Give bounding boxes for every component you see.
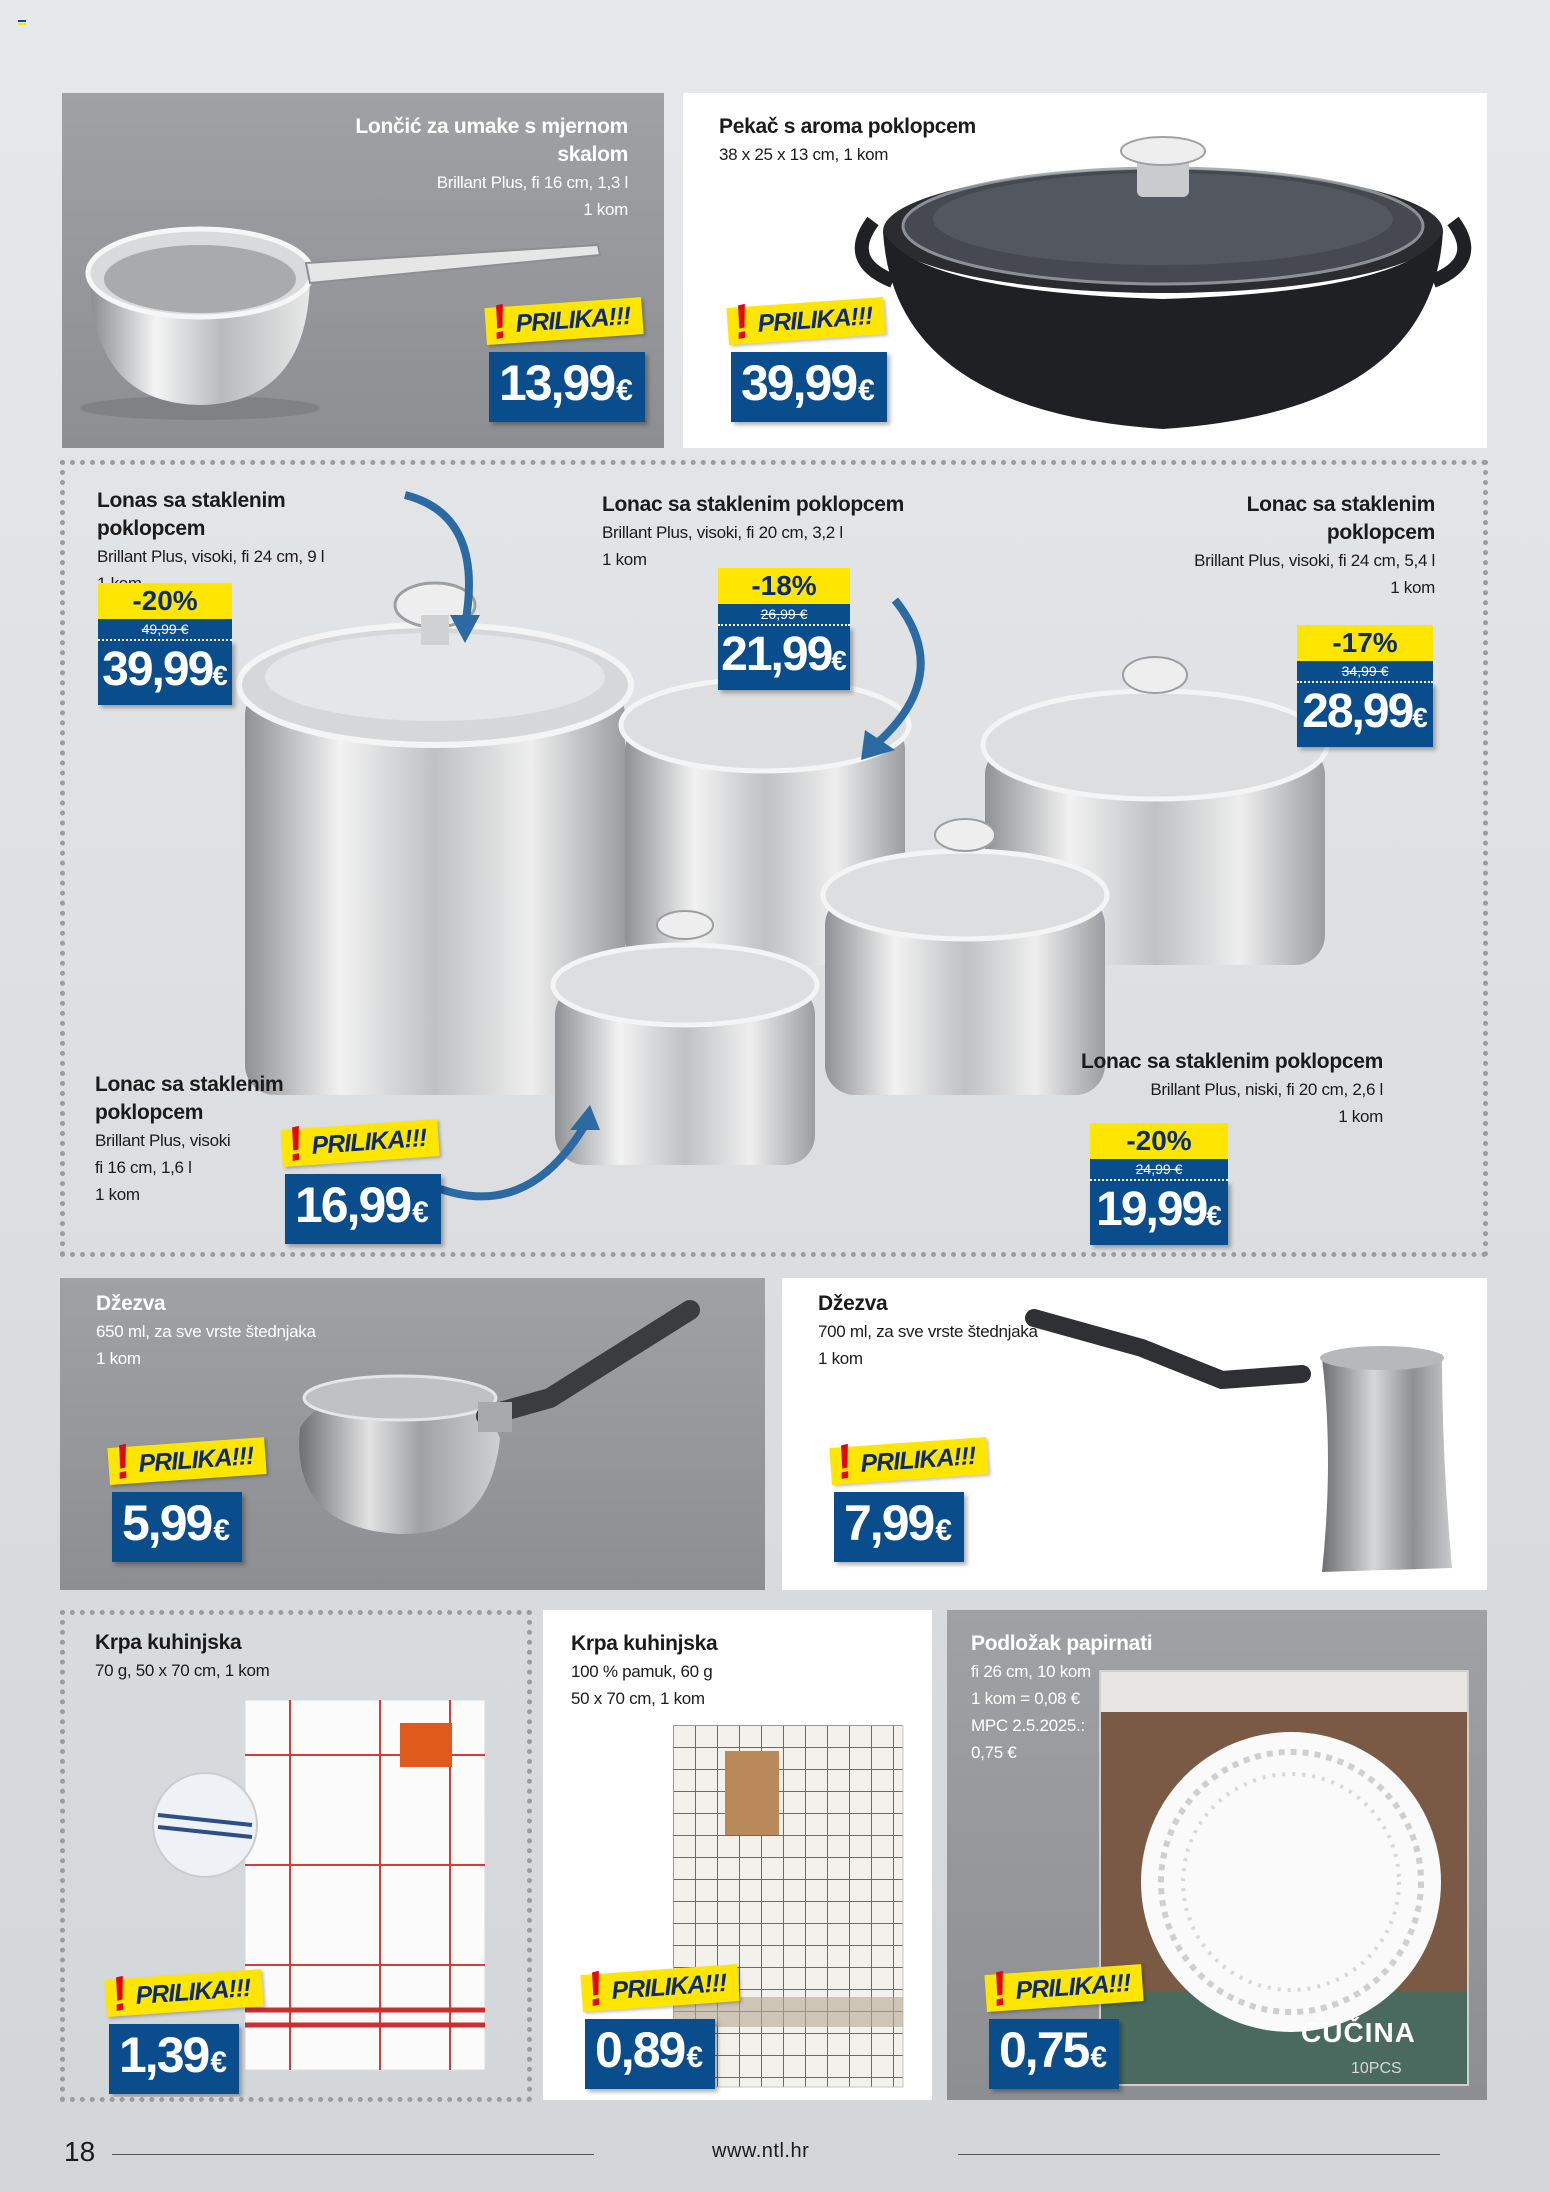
product-info-pot-2-6l [1043,1048,1383,1130]
product-title: Lonac sa staklenim poklopcem [1080,1050,1383,1073]
prilika-badge: ! PRILIKA!!! [104,1969,263,2017]
product-title: Lončić za umake s mjernom skalom [355,115,628,166]
product-qty: 1 kom [583,200,628,219]
price: 16,99€ [285,1174,441,1244]
prilika-badge: ! PRILIKA!!! [829,1437,988,1485]
roaster-image [853,111,1473,441]
product-qty: 1 kom [818,1349,863,1368]
product-desc: 38 x 25 x 13 cm, 1 kom [719,145,889,164]
price: 7,99€ [834,1492,964,1562]
price: 0,75€ [989,2019,1119,2089]
product-panel-dzezva-700 [782,1278,1487,1590]
price: 13,99€ [489,352,645,422]
dzezva-image [1022,1288,1462,1588]
product-title-line: poklopcem [1326,521,1435,544]
price: 28,99€ [1297,683,1433,747]
doily-package-image [1099,1670,1469,2086]
product-desc: Brillant Plus, niski, fi 20 cm, 2,6 l [1150,1080,1383,1099]
arrow-icon [395,485,495,645]
exclamation-icon: ! [282,1117,308,1173]
product-mpc-label: MPC 2.5.2025.: [971,1716,1085,1735]
product-title: Lonas sa staklenim poklopcem [97,489,286,540]
prilika-badge: ! PRILIKA!!! [984,1964,1143,2012]
product-qty: 1 kom [95,1185,140,1204]
prilika-badge: ! PRILIKA!!! [580,1964,739,2012]
product-mpc-value: 0,75 € [971,1743,1017,1762]
price: 21,99€ [718,626,850,690]
product-title: Pekač s aroma poklopcem [719,115,976,138]
product-title: Lonac sa staklenim poklopcem [602,493,905,516]
exclamation-icon: ! [109,1435,135,1491]
product-panel-roaster [683,93,1487,448]
product-info-pot-3-2l [602,491,942,573]
product-desc: fi 26 cm, 10 kom [971,1662,1091,1681]
product-desc: 700 ml, za sve vrste štednjaka [818,1322,1038,1341]
old-price: 34,99 € [1297,661,1433,683]
pack-label: 10PCS [1351,2060,1402,2077]
prilika-badge: ! PRILIKA!!! [484,297,643,345]
old-price: 49,99 € [98,619,232,641]
product-unit-price: 1 kom = 0,08 € [971,1689,1080,1708]
product-desc: Brillant Plus, visoki, fi 24 cm, 9 l [97,547,325,566]
product-desc: fi 16 cm, 1,6 l [95,1158,192,1177]
prilika-badge: ! PRILIKA!!! [726,297,885,345]
product-info-pot-5-4l [1135,491,1435,601]
product-desc: 50 x 70 cm, 1 kom [571,1689,705,1708]
product-panel-sauce-pan [62,93,664,448]
price: 1,39€ [109,2024,239,2094]
product-title: Krpa kuhinjska [571,1632,718,1655]
product-title: Podložak papirnati [971,1632,1153,1655]
exclamation-icon: ! [106,1967,132,2023]
product-panel-dzezva-650 [60,1278,765,1590]
product-desc: 100 % pamuk, 60 g [571,1662,713,1681]
price: 39,99€ [98,641,232,705]
product-info [95,1629,395,1684]
product-panel-doilies [947,1610,1487,2100]
dzezva-image [290,1298,710,1558]
product-title-line: Lonac sa staklenim [1246,493,1435,516]
product-title: Džezva [96,1292,166,1315]
price: 39,99€ [731,352,887,422]
product-panel-towel-cotton [543,1610,932,2100]
product-panel-towel-red [60,1610,532,2102]
product-qty: 1 kom [602,550,647,569]
corner-flag-icon [18,20,26,26]
product-title: Džezva [818,1292,888,1315]
product-desc: Brillant Plus, fi 16 cm, 1,3 l [436,173,628,192]
product-qty: 1 kom [1338,1107,1383,1126]
product-desc: Brillant Plus, visoki, fi 24 cm, 5,4 l [1194,551,1435,570]
price: 0,89€ [585,2019,715,2089]
product-title: Lonac sa staklenim poklopcem [95,1073,284,1124]
prilika-badge: ! PRILIKA!!! [280,1119,439,1167]
product-title: Krpa kuhinjska [95,1631,242,1654]
footer-divider [958,2154,1440,2155]
product-desc: 70 g, 50 x 70 cm, 1 kom [95,1661,270,1680]
exclamation-icon: ! [831,1435,857,1491]
product-desc: Brillant Plus, visoki [95,1131,231,1150]
brand-logo: CUČINA [1301,2017,1416,2048]
old-price: 26,99 € [718,604,850,626]
price: 5,99€ [112,1492,242,1562]
product-panel-pot-set [60,460,1488,1257]
discount-badge: -17% [1297,625,1433,661]
page-number: 18 [64,2136,96,2167]
product-desc: 650 ml, za sve vrste štednjaka [96,1322,316,1341]
product-info-pot-9l [97,487,397,597]
product-info [571,1630,871,1712]
old-price: 24,99 € [1090,1159,1228,1181]
exclamation-icon: ! [728,295,754,351]
discount-badge: -20% [98,583,232,619]
price: 19,99€ [1090,1181,1228,1245]
exclamation-icon: ! [986,1962,1012,2018]
discount-badge: -20% [1090,1123,1228,1159]
prilika-badge: ! PRILIKA!!! [107,1437,266,1485]
exclamation-icon: ! [486,295,512,351]
footer-divider [112,2154,594,2155]
arrow-icon [855,595,945,765]
product-desc: Brillant Plus, visoki, fi 20 cm, 3,2 l [602,523,843,542]
product-qty: 1 kom [1390,578,1435,597]
website-link[interactable]: www.ntl.hr [712,2140,810,2162]
arrow-icon [425,1105,605,1215]
discount-badge: -18% [718,568,850,604]
exclamation-icon: ! [582,1962,608,2018]
product-qty: 1 kom [96,1349,141,1368]
